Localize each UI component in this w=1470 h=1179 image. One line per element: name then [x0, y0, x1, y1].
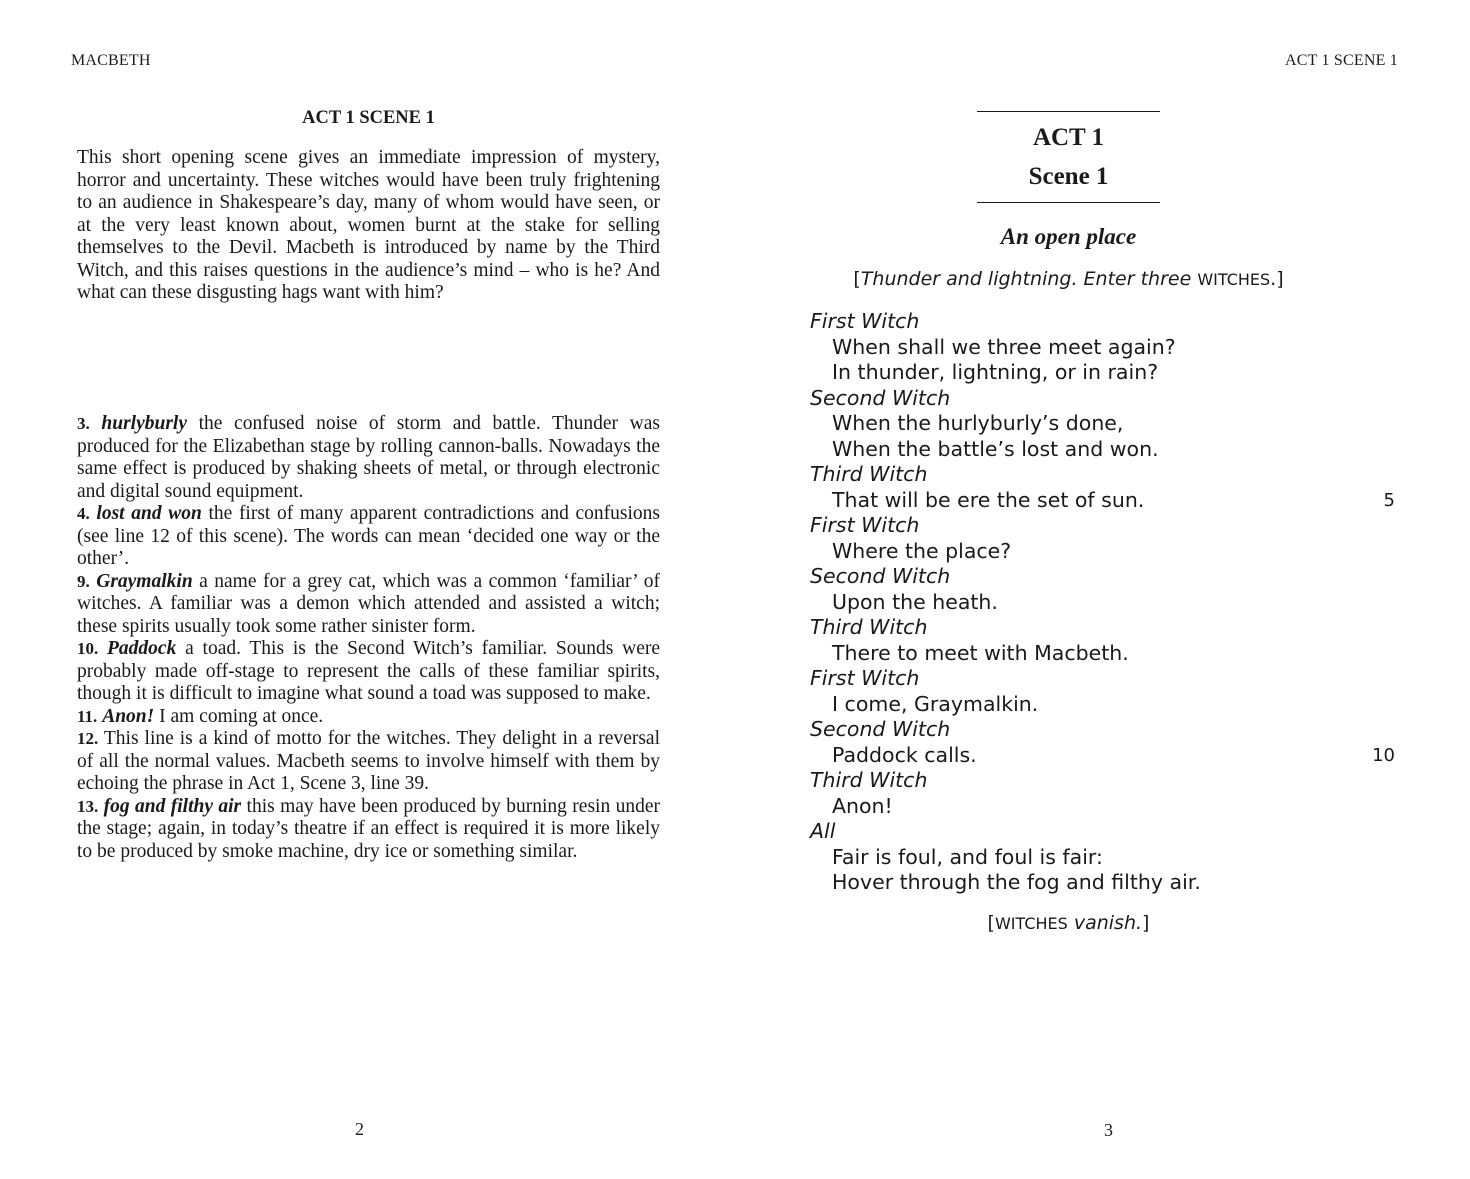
- speaker-name: Second Witch: [810, 564, 951, 588]
- script-line: [810, 692, 1395, 718]
- line-text: When the hurlyburly’s done,: [832, 411, 1124, 435]
- script-line: [810, 335, 1395, 361]
- line-text: There to meet with Macbeth.: [832, 640, 1129, 665]
- note-text: the confused noise of storm and battle. Thunder was produced for the Elizabethan stage by rolling cannon-balls. Nowadays the same effect is produced by shaking sheets of metal, or through electronic and digital sound equipment.: [77, 413, 660, 502]
- line-text: In thunder, lightning, or in rain?: [832, 360, 1159, 384]
- speaker-name: First Witch: [810, 666, 920, 690]
- note-text: this may have been produced by burning resin under the stage; again, in today’s theatre if an effect is required it is more likely to be produced by smoke machine, dry ice or something similar.: [77, 795, 660, 862]
- line-text: When the battle’s lost and won.: [832, 436, 1159, 461]
- note-item: [77, 638, 660, 706]
- act-title: ACT 1: [1032, 124, 1105, 151]
- running-head-right: ACT 1 SCENE 1: [1285, 52, 1398, 69]
- closing-stage-direction: [920, 912, 1217, 934]
- commentary-heading: ACT 1 SCENE 1: [302, 108, 435, 128]
- speaker-name: Third Witch: [810, 615, 928, 639]
- line-text: Fair is foul, and foul is fair:: [832, 844, 1103, 869]
- note-number: 4.: [77, 504, 90, 523]
- direction-text: vanish.: [1067, 912, 1143, 934]
- line-text: Anon!: [832, 793, 893, 818]
- script-line: [810, 539, 1395, 565]
- note-item: [77, 503, 660, 571]
- script-line: [810, 411, 1395, 437]
- line-number: 10: [1372, 744, 1395, 766]
- line-text: Hover through the fog and filthy air.: [832, 870, 1201, 894]
- speaker-name: Second Witch: [810, 385, 951, 410]
- script-line: [810, 794, 1395, 820]
- note-number: 9.: [77, 571, 90, 591]
- note-text: I am coming at once.: [154, 705, 324, 727]
- script-line: [810, 743, 1395, 769]
- speaker-name: All: [810, 819, 836, 843]
- opening-stage-direction: [820, 268, 1317, 290]
- line-text: I come, Graymalkin.: [832, 691, 1039, 716]
- note-text: a name for a grey cat, which was a common ‘familiar’ of witches. A familiar was a demon which attended and assisted a witch; these spirits usually took some rather sinister form.: [77, 570, 660, 637]
- line-text: When shall we three meet again?: [832, 334, 1176, 359]
- note-item: [77, 413, 660, 503]
- running-head-left: MACBETH: [71, 52, 151, 69]
- note-term: Anon!: [102, 705, 155, 727]
- script-line: [810, 845, 1395, 871]
- bracket-close: ]: [1142, 912, 1150, 934]
- bracket-open: [: [987, 912, 995, 934]
- note-text: This line is a kind of motto for the witches. They delight in a reversal of all the normal values. Macbeth seems to involve himself with them by echoing the phrase in Act 1, Scene 3, line 39.: [77, 728, 661, 794]
- direction-caps: WITCHES: [1197, 270, 1271, 289]
- line-number: 5: [1383, 489, 1395, 511]
- title-rule-bottom: [977, 202, 1160, 203]
- note-text: the first of many apparent contradictions and confusions (see line 12 of this scene). The words can mean ‘decided one way or the other’.: [77, 503, 661, 569]
- note-term: Paddock: [107, 638, 177, 659]
- note-number: 12.: [77, 729, 99, 748]
- note-term: hurlyburly: [101, 413, 187, 434]
- note-item: [77, 706, 660, 729]
- speaker-name: Third Witch: [810, 462, 928, 486]
- note-number: 10.: [77, 639, 99, 658]
- scene-location: An open place: [1000, 224, 1137, 249]
- scene-title: Scene 1: [1028, 163, 1109, 190]
- intro-paragraph: This short opening scene gives an immediate impression of mystery, horror and uncertainty. These witches would have been truly frightening to an audience in Shakespeare’s day, many of whom would have seen, or at the very least known about, women burnt at the stake for selling themselves to the Devil. Macbeth is introduced by name by the Third Witch, and this raises questions in the audience’s mind – who is he? And what can these disgusting hags want with him?: [77, 147, 660, 303]
- direction-caps: WITCHES: [994, 914, 1068, 933]
- note-number: 11.: [77, 706, 98, 726]
- bracket-open: [: [853, 268, 861, 290]
- script-line: [810, 437, 1395, 463]
- note-number: 3.: [77, 414, 90, 433]
- script-line: [810, 360, 1395, 386]
- page-number-right: 3: [1104, 1120, 1113, 1140]
- title-rule-top: [977, 111, 1160, 112]
- line-text: Where the place?: [832, 538, 1012, 563]
- script-line: [810, 488, 1395, 514]
- line-text: Paddock calls.: [832, 742, 977, 767]
- script-line: [810, 641, 1395, 667]
- note-term: Graymalkin: [96, 570, 193, 592]
- note-term: fog and filthy air: [103, 795, 242, 817]
- script-line: [810, 870, 1395, 896]
- note-item: [77, 796, 660, 864]
- note-number: 13.: [77, 796, 99, 816]
- note-term: lost and won: [96, 503, 202, 524]
- speaker-name: First Witch: [810, 309, 920, 333]
- speaker-name: Second Witch: [810, 717, 951, 741]
- note-text: a toad. This is the Second Witch’s familiar. Sounds were probably made off-stage to represent the calls of these familiar spirits, though it is difficult to imagine what sound a toad was supposed to make.: [77, 638, 660, 704]
- bracket-close: .]: [1270, 268, 1284, 290]
- line-text: That will be ere the set of sun.: [832, 487, 1145, 512]
- script-line: [810, 590, 1395, 616]
- notes-list: [77, 413, 660, 863]
- speaker-name: First Witch: [810, 513, 920, 537]
- script-block: [810, 309, 1395, 896]
- note-item: [77, 571, 660, 639]
- line-text: Upon the heath.: [832, 589, 998, 614]
- page-number-left: 2: [355, 1119, 364, 1139]
- direction-text: Thunder and lightning. Enter three: [860, 268, 1198, 290]
- speaker-name: Third Witch: [810, 768, 928, 792]
- note-item: [77, 728, 660, 796]
